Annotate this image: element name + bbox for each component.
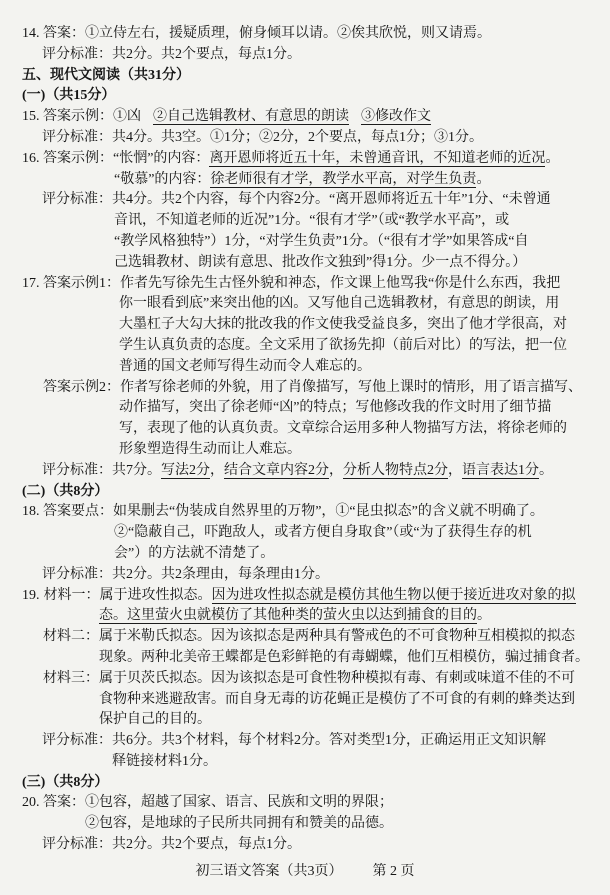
q20-text: ①包容，超越了国家、语言、民族和文明的界限；: [85, 795, 393, 811]
q16-scoring-line: 评分标准：共4分。共2个内容，每个内容2分。“离开恩师将近五十年”1分、“未曾通: [42, 192, 551, 208]
q16-label: 16. 答案示例：: [22, 150, 113, 166]
q17-scoring-sep: 。: [539, 462, 553, 478]
q17-scoring-point: 写法2分: [161, 462, 210, 478]
q19-material-1-reason: 因为进攻性拟态就是模仿其他生物以便于接近进攻对象的拟: [211, 587, 576, 603]
q15-answer: [0, 107, 610, 128]
q18-scoring: 评分标准：共2分。共2条理由，每条理由1分。: [42, 566, 329, 582]
q16-melancholy-end: 。: [545, 150, 560, 166]
part-two-heading: (二)（共8分）: [22, 483, 109, 499]
q18-text: 如果删去“伪装成自然界里的万物”，①“昆虫拟态”的含义就不明确了。: [113, 504, 544, 520]
q17-example-2-label: 答案示例2：: [43, 379, 120, 395]
part-one-heading: (一)（共15分）: [22, 88, 116, 104]
q15-item-2: ②自己选辑教材、有意思的朗读: [153, 109, 349, 125]
q14-answer: 14. 答案：①立侍左右，援疑质理，俯身倾耳以请。②俟其欣悦，则又请焉。: [22, 26, 491, 41]
q19-scoring-line: 评分标准：共6分。共3个材料，每个材料2分。答对类型1分，正确运用正文知识解: [42, 733, 546, 749]
q17-scoring-point: 结合文章内容2分: [224, 462, 329, 478]
q19-material-3-text: 属于贝茨氏拟态。因为该拟态是可食性物种模拟有毒、有刺或味道不佳的不可: [99, 670, 575, 686]
q19-material-2-line: 现象。两种北美帝王蝶都是色彩鲜艳的有毒蝴蝶，他们互相模仿，骗过捕食者。: [99, 649, 589, 665]
q19-material-3-line: 保护自己的目的。: [99, 712, 211, 728]
q19-material-1-line: [0, 586, 610, 607]
q15-item-1: ①凶: [113, 109, 141, 125]
q19-material-1-line: [0, 606, 610, 627]
q16-answer-line-2: [0, 170, 610, 191]
q17-example-1-line: 大墨杠子大勾大抹的批改我的作文使我受益良多，突出了他才学很高，对: [119, 317, 567, 333]
section-heading: 五、现代文阅读（共31分）: [22, 67, 190, 83]
q16-scoring-line: “教学风格独特”）1分，“对学生负责”1分。（“很有才学”如果答成“自: [114, 233, 529, 249]
q18-answer-line: ②“隐蔽自己，吓跑敌人，或者方便自身取食”（或“为了获得生存的机: [114, 525, 532, 541]
page-footer: [0, 862, 610, 882]
q19-material-2-line: [0, 627, 610, 648]
part-three-heading: (三)（共8分）: [22, 774, 109, 790]
q18-answer-line: [0, 502, 610, 523]
q20-label: 20. 答案：: [22, 795, 85, 811]
q16-answer-line-1: [0, 149, 610, 170]
q17-example-1-line: [0, 274, 610, 295]
q19-material-1-reason: 态。这里萤火虫就模仿了其他种类的萤火虫以达到捕食的目的: [99, 608, 477, 624]
q17-example-2-line: [0, 378, 610, 399]
q17-example-1-line: 学生认真负责的态度。全文采用了欲扬先抑（前后对比）的写法，把一位: [119, 337, 567, 353]
q19-material-3-label: 材料三：: [43, 670, 99, 686]
q15-item-3: ③修改作文: [361, 109, 431, 125]
q17-scoring-sep: ，: [448, 462, 462, 478]
q16-melancholy-text: 离开恩师将近五十年，未曾通音讯，不知道老师的近况: [209, 150, 546, 166]
q18-label: 18. 答案要点：: [22, 504, 113, 520]
q19-material-1-label: 材料一：: [43, 587, 100, 603]
q19-material-3-line: 食物种来逃避敌害。而自身无毒的访花蝇正是模仿了不可食的有刺的蜂类达到: [99, 691, 575, 707]
q19-material-3-line: [0, 669, 610, 690]
q20-scoring: 评分标准：共2分。共2个要点，每点1分。: [42, 837, 301, 853]
q19-material-2-label: 材料二：: [43, 629, 99, 645]
q20-answer-line: [0, 793, 610, 814]
q17-example-1-line: 普通的国文老师写得生动而令人难忘的。: [119, 358, 371, 374]
answer-key-body: [0, 24, 610, 856]
q14-scoring: 评分标准：共2分。共2个要点，每点1分。: [42, 46, 301, 62]
q16-scoring-line: 音讯，不知道老师的近况”1分。“很有才学”（或“教学水平高”，或: [114, 213, 510, 229]
q17-example-2-line: 动作描写，突出了徐老师“凶”的特点；写他修改我的作文时用了细节描: [119, 400, 552, 416]
q16-melancholy-label: “怅惘”的内容：: [113, 150, 210, 166]
q16-admiration-end: 。: [476, 171, 491, 187]
footer-title: 初三语文答案（共3页）: [195, 864, 343, 879]
q19-scoring-line: 释链接材料1分。: [112, 753, 217, 769]
q20-answer-line: ②包容，是地球的子民所共同拥有和赞美的品德。: [85, 816, 393, 832]
q15-scoring: 评分标准：共4分。共3空。①1分；②2分，2个要点，每点1分；③1分。: [42, 129, 483, 145]
q17-scoring-sep: ，: [329, 462, 343, 478]
q17-scoring-sep: ，: [210, 462, 224, 478]
q17-example-1-text: 作者先写徐先生古怪外貌和神态，作文课上他骂我“你是什么东西，我把: [120, 275, 561, 291]
q16-admiration-label: “敬慕”的内容：: [114, 171, 211, 187]
page-number: 第 2 页: [372, 864, 415, 879]
q16-admiration-text: 徐老师很有才学，教学水平高，对学生负责: [210, 171, 477, 187]
q18-answer-line: 会”）的方法就不清楚了。: [114, 545, 275, 561]
q19-material-2-text: 属于米勒氏拟态。因为该拟态是两种具有警戒色的不可食物种互相模拟的拟态: [99, 629, 575, 645]
q17-example-2-line: 写，表现了他的认真负责。文章综合运用多种人物描写方法，将徐老师的: [119, 421, 567, 437]
q19-material-1-end: 。: [477, 608, 491, 624]
q17-example-1-line: 你一眼看到底”来突出他的凶。又写他自己选辑教材，有意思的朗读，用: [119, 296, 560, 312]
q17-example-1-label: 17. 答案示例1：: [22, 275, 120, 291]
q17-example-2-text: 作者写徐老师的外貌，用了肖像描写，写他上课时的情形，用了语言描写、: [120, 379, 582, 395]
q17-scoring: [0, 461, 610, 482]
q17-example-2-line: 形象塑造得生动而让人难忘。: [119, 441, 301, 457]
q17-scoring-point: 语言表达1分: [462, 462, 539, 478]
q19-material-1-type: 属于进攻性拟态。: [99, 587, 212, 603]
q15-label: 15. 答案示例：: [22, 109, 113, 125]
q17-scoring-prefix: 评分标准：共7分。: [42, 462, 161, 478]
q17-scoring-point: 分析人物特点2分: [343, 462, 448, 478]
q19-number: 19.: [22, 587, 40, 603]
q16-scoring-line: 己选辑教材、朗读有意思、批改作文独到”得1分。少一点不得分。）: [114, 254, 527, 270]
